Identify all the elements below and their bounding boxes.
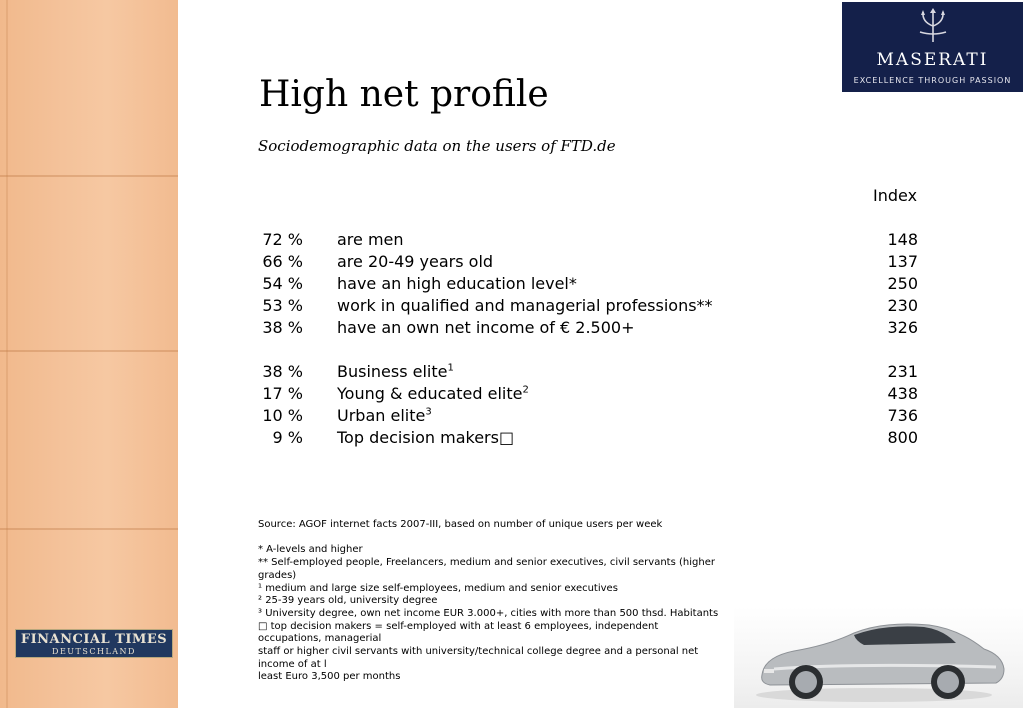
stats-index: 231	[887, 362, 918, 381]
car-icon	[734, 607, 1023, 708]
stats-index: 250	[887, 274, 918, 293]
stats-percent: 66 %	[262, 252, 303, 271]
stats-row	[246, 251, 926, 273]
stats-percent: 38 %	[262, 318, 303, 337]
paper-fold	[0, 175, 178, 177]
stats-label: have an high education level*	[337, 274, 577, 293]
stats-index: 736	[887, 406, 918, 425]
maserati-tagline: EXCELLENCE THROUGH PASSION	[853, 76, 1012, 85]
car-image	[734, 607, 1023, 708]
stats-percent: 10 %	[262, 406, 303, 425]
stats-label: work in qualified and managerial professions**	[337, 296, 713, 315]
stats-index: 137	[887, 252, 918, 271]
footnote: ³ University degree, own net income EUR 3.000+, cities with more than 500 thsd. Habitants	[258, 607, 719, 619]
stats-row	[246, 229, 926, 251]
newspaper-background	[0, 0, 178, 708]
stats-index: 326	[887, 318, 918, 337]
footnote: ¹ medium and large size self-employees, medium and senior executives	[258, 582, 618, 594]
stats-row	[246, 273, 926, 295]
maserati-brand: MASERATI	[876, 50, 989, 70]
footnote: staff or higher civil servants with university/technical college degree and a personal net income of at l	[258, 646, 699, 670]
stats-table	[246, 229, 926, 449]
stats-index: 800	[887, 428, 918, 447]
stats-percent: 9 %	[272, 428, 303, 447]
maserati-logo	[842, 2, 1023, 92]
footnote: ² 25-39 years old, university degree	[258, 595, 438, 607]
stats-percent: 54 %	[262, 274, 303, 293]
stats-percent: 72 %	[262, 230, 303, 249]
stats-percent: 53 %	[262, 296, 303, 315]
financial-times-logo	[15, 629, 173, 658]
paper-fold	[0, 350, 178, 352]
index-column-header: Index	[873, 186, 918, 205]
page-title: High net profile	[259, 74, 549, 115]
stats-row	[246, 361, 926, 383]
footnote-marker: 1	[447, 362, 454, 374]
source-note: Source: AGOF internet facts 2007-III, based on number of unique users per week	[258, 519, 663, 530]
stats-label: Top decision makers□	[337, 428, 515, 447]
paper-fold	[0, 528, 178, 530]
stats-index: 148	[887, 230, 918, 249]
stats-label: Urban elite$^3$	[337, 406, 432, 425]
stats-label: have an own net income of € 2.500+	[337, 318, 635, 337]
footnote-marker: 3	[425, 406, 432, 418]
ft-logo-line1: FINANCIAL TIMES	[20, 632, 168, 647]
stats-percent: 38 %	[262, 362, 303, 381]
trident-icon	[917, 8, 949, 44]
footnote: ** Self-employed people, Freelancers, medium and senior executives, civil servants (higher grades)	[258, 557, 715, 581]
stats-label: Young & educated elite$^2$	[337, 384, 529, 403]
stats-index: 438	[887, 384, 918, 403]
paper-fold-vertical	[6, 0, 8, 708]
page-subtitle: Sociodemographic data on the users of FTD.de	[258, 137, 616, 155]
footnotes	[258, 519, 720, 684]
stats-row	[246, 383, 926, 405]
stats-label: Business elite$^1$	[337, 362, 454, 381]
ft-logo-line2: DEUTSCHLAND	[52, 647, 136, 656]
stats-percent: 17 %	[262, 384, 303, 403]
stats-index: 230	[887, 296, 918, 315]
footnote: □ top decision makers = self-employed with at least 6 employees, independent occupations, managerial	[258, 620, 659, 645]
stats-row	[246, 317, 926, 339]
stats-label: are 20-49 years old	[337, 252, 494, 271]
footnote: least Euro 3,500 per months	[258, 671, 401, 683]
stats-label: are men	[337, 230, 404, 249]
stats-row	[246, 427, 926, 449]
footnote: * A-levels and higher	[258, 544, 363, 556]
footnote-marker: 2	[522, 384, 529, 396]
stats-row	[246, 295, 926, 317]
stats-row	[246, 405, 926, 427]
